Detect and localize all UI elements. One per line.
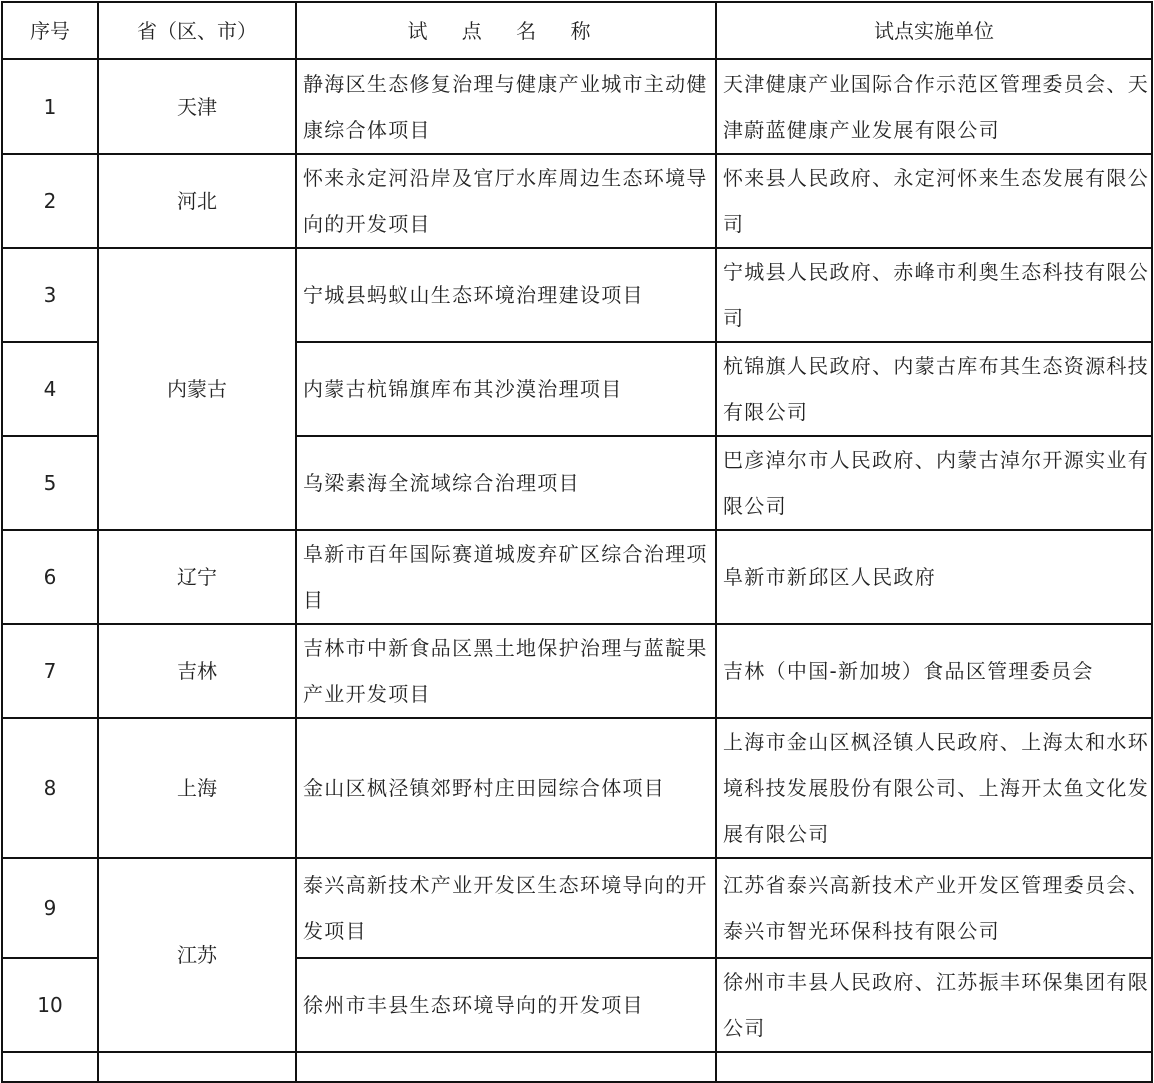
cell-no: 6 [2, 530, 98, 624]
cell-province: 河北 [98, 154, 296, 248]
cell-name: 静海区生态修复治理与健康产业城市主动健康综合体项目 [296, 59, 716, 154]
header-unit: 试点实施单位 [716, 2, 1152, 59]
cell-no: 9 [2, 858, 98, 958]
header-name: 试 点 名 称 [296, 2, 716, 59]
cell-province: 上海 [98, 718, 296, 858]
cell-unit: 吉林（中国-新加坡）食品区管理委员会 [716, 624, 1152, 718]
cell-no: 7 [2, 624, 98, 718]
cell-unit: 上海市金山区枫泾镇人民政府、上海太和水环境科技发展股份有限公司、上海开太鱼文化发展有限公司 [716, 718, 1152, 858]
cell-name: 泰兴高新技术产业开发区生态环境导向的开发项目 [296, 858, 716, 958]
cell-province: 内蒙古 [98, 248, 296, 530]
cell-name: 内蒙古杭锦旗库布其沙漠治理项目 [296, 342, 716, 436]
table-row [2, 248, 1152, 342]
cell-name: 徐州市丰县生态环境导向的开发项目 [296, 958, 716, 1052]
table-row-partial [2, 1052, 1152, 1082]
cell-name: 阜新市百年国际赛道城废弃矿区综合治理项目 [296, 530, 716, 624]
table-row [2, 154, 1152, 248]
cell-no: 1 [2, 59, 98, 154]
pilot-projects-table [1, 1, 1153, 1083]
cell-name: 怀来永定河沿岸及官厅水库周边生态环境导向的开发项目 [296, 154, 716, 248]
cell-unit: 怀来县人民政府、永定河怀来生态发展有限公司 [716, 154, 1152, 248]
table-row [2, 59, 1152, 154]
cell-unit: 江苏省泰兴高新技术产业开发区管理委员会、泰兴市智光环保科技有限公司 [716, 858, 1152, 958]
cell-empty [98, 1052, 296, 1082]
table-row [2, 530, 1152, 624]
cell-name: 吉林市中新食品区黑土地保护治理与蓝靛果产业开发项目 [296, 624, 716, 718]
table-row [2, 624, 1152, 718]
cell-no: 5 [2, 436, 98, 530]
cell-empty [2, 1052, 98, 1082]
cell-unit: 阜新市新邱区人民政府 [716, 530, 1152, 624]
cell-name: 宁城县蚂蚁山生态环境治理建设项目 [296, 248, 716, 342]
table-header-row [2, 2, 1152, 59]
cell-unit: 巴彦淖尔市人民政府、内蒙古淖尔开源实业有限公司 [716, 436, 1152, 530]
header-province: 省（区、市） [98, 2, 296, 59]
table-row [2, 858, 1152, 958]
cell-unit: 天津健康产业国际合作示范区管理委员会、天津蔚蓝健康产业发展有限公司 [716, 59, 1152, 154]
cell-name: 乌梁素海全流域综合治理项目 [296, 436, 716, 530]
cell-province: 天津 [98, 59, 296, 154]
cell-no: 2 [2, 154, 98, 248]
cell-no: 3 [2, 248, 98, 342]
table-row [2, 718, 1152, 858]
cell-name: 金山区枫泾镇郊野村庄田园综合体项目 [296, 718, 716, 858]
header-no: 序号 [2, 2, 98, 59]
cell-no: 4 [2, 342, 98, 436]
cell-province: 吉林 [98, 624, 296, 718]
cell-unit: 徐州市丰县人民政府、江苏振丰环保集团有限公司 [716, 958, 1152, 1052]
cell-unit: 杭锦旗人民政府、内蒙古库布其生态资源科技有限公司 [716, 342, 1152, 436]
cell-no: 8 [2, 718, 98, 858]
cell-province: 江苏 [98, 858, 296, 1052]
cell-no: 10 [2, 958, 98, 1052]
cell-empty [716, 1052, 1152, 1082]
cell-unit: 宁城县人民政府、赤峰市利奥生态科技有限公司 [716, 248, 1152, 342]
cell-empty [296, 1052, 716, 1082]
cell-province: 辽宁 [98, 530, 296, 624]
